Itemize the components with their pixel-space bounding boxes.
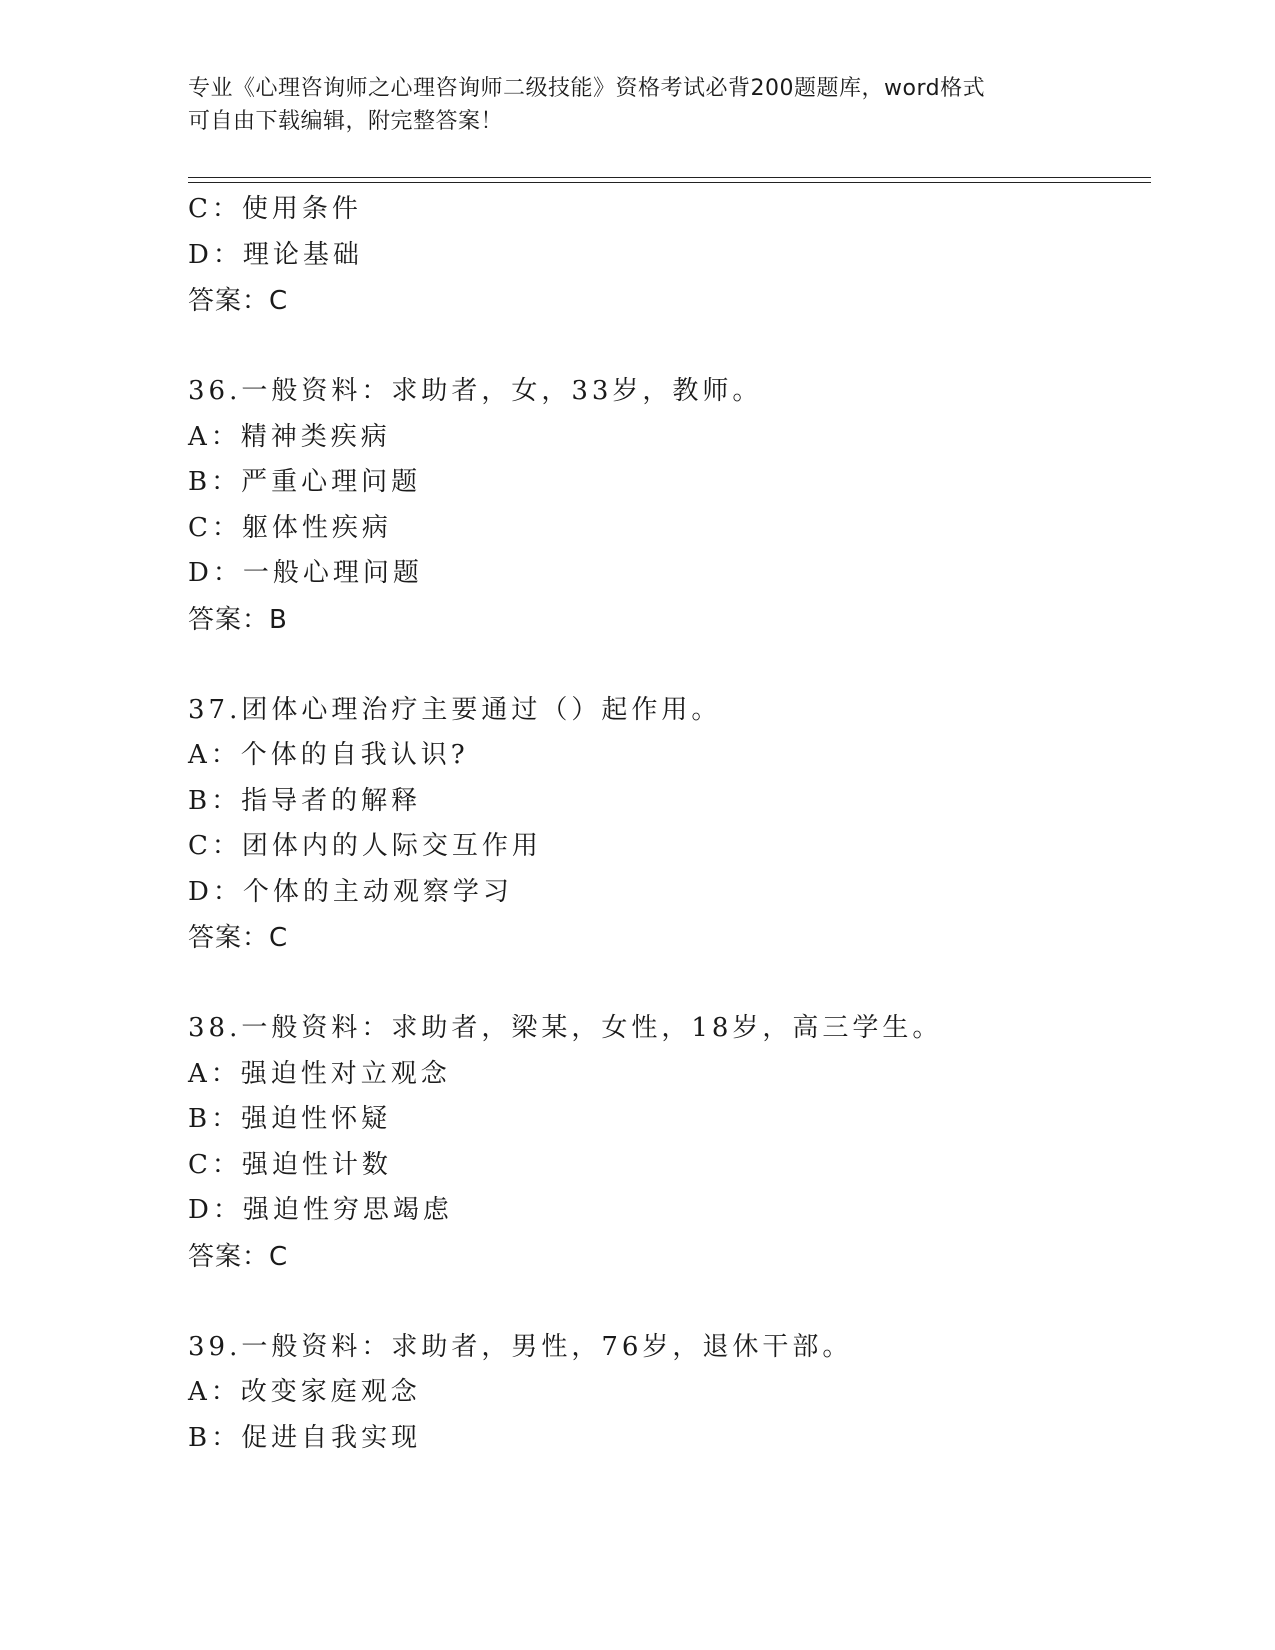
spacer: [188, 961, 1148, 1006]
question-37: [188, 688, 1148, 962]
option-c: C：躯体性疾病: [188, 512, 392, 543]
answer-line: 答案：B: [188, 604, 288, 635]
option-d: D：理论基础: [188, 239, 363, 270]
question-list: [188, 187, 1148, 1461]
answer-line: 答案：C: [188, 923, 289, 953]
question-38: [188, 1006, 1148, 1280]
option-b: B：促进自我实现: [188, 1422, 422, 1453]
spacer: [188, 1280, 1148, 1325]
option-d: D：个体的主动观察学习: [188, 876, 513, 907]
question-partial: [188, 187, 1148, 324]
question-text: 36.一般资料：求助者，女，33岁，教师。: [188, 376, 763, 406]
question-text: 37.团体心理治疗主要通过（）起作用。: [188, 694, 722, 725]
document-header: [188, 72, 1088, 138]
question-text: 38.一般资料：求助者，梁某，女性，18岁，高三学生。: [188, 1013, 943, 1043]
option-a: A：精神类疾病: [188, 421, 391, 452]
option-d: D：一般心理问题: [188, 558, 423, 588]
option-c: C：团体内的人际交互作用: [188, 831, 542, 861]
header-divider-top: [188, 177, 1151, 178]
spacer: [188, 643, 1148, 688]
option-b: B：强迫性怀疑: [188, 1104, 392, 1134]
question-36: [188, 369, 1148, 643]
spacer: [188, 324, 1148, 369]
option-d: D：强迫性穷思竭虑: [188, 1195, 453, 1225]
answer-line: 答案：C: [188, 286, 289, 316]
header-divider-bottom: [188, 182, 1151, 183]
option-c: C：强迫性计数: [188, 1149, 392, 1180]
option-a: A：改变家庭观念: [188, 1377, 421, 1407]
option-c: C：使用条件: [188, 194, 362, 224]
header-line-2: 可自由下载编辑，附完整答案！: [188, 109, 504, 134]
header-line-1: 专业《心理咨询师之心理咨询师二级技能》资格考试必背200题题库，word格式: [188, 76, 986, 101]
answer-line: 答案：C: [188, 1241, 289, 1272]
question-text: 39.一般资料：求助者，男性，76岁，退休干部。: [188, 1331, 853, 1362]
option-a: A：强迫性对立观念: [188, 1058, 451, 1089]
question-39: [188, 1325, 1148, 1462]
option-b: B：严重心理问题: [188, 467, 422, 497]
option-a: A：个体的自我认识?: [188, 740, 469, 770]
option-b: B：指导者的解释: [188, 785, 422, 816]
